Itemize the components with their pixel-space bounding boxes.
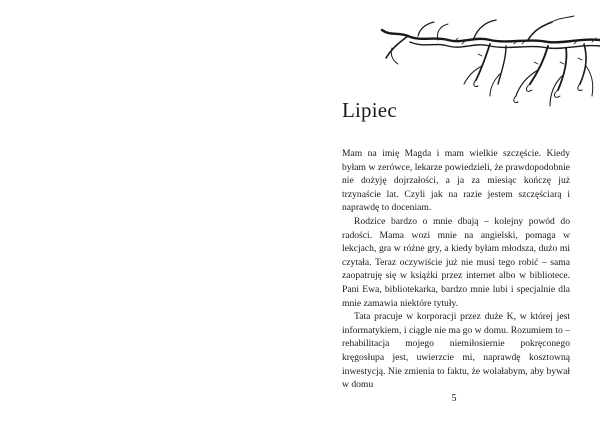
- paragraph: Rodzice bardzo o mnie dbają – kolejny powód do radości. Mama wozi mnie na angielski, pomaga w lekcjach, gra w różne gry, a kiedy byłam młodsza, dużo mi czytała. Teraz oczywiście już nie musi tego robić – sama zaopatruję się w książki przez internet albo w bibliotece. Pani Ewa, bibliotekarka, bardzo mnie lubi i specjalnie dla mnie zamawia niektóre tytuły.: [342, 215, 570, 309]
- page-number: 5: [451, 393, 457, 404]
- chapter-body: [342, 147, 570, 392]
- chapter-title: Lipiec: [342, 98, 397, 122]
- paragraph: Mam na imię Magda i mam wielkie szczęście. Kiedy byłam w zerówce, lekarze powiedzieli, że prawdopodobnie nie dożyję dojrzałości, a ja za miesiąc kończę już trzynaście lat. Czyli jak na razie jestem szczęściarą i naprawdę to doceniam.: [342, 148, 570, 214]
- paragraph: Tata pracuje w korporacji przez duże K, w której jest informatykiem, i ciągle nie ma go w domu. Rozumiem to – rehabilitacja mojego niemiłosiernie pokręconego kręgosłupa jest, uwierzcie mi, naprawdę kosztowną inwestycją. Nie zmienia to faktu, że wolałabym, aby bywał w domu: [342, 311, 570, 391]
- tree-branch-icon: [378, 14, 600, 110]
